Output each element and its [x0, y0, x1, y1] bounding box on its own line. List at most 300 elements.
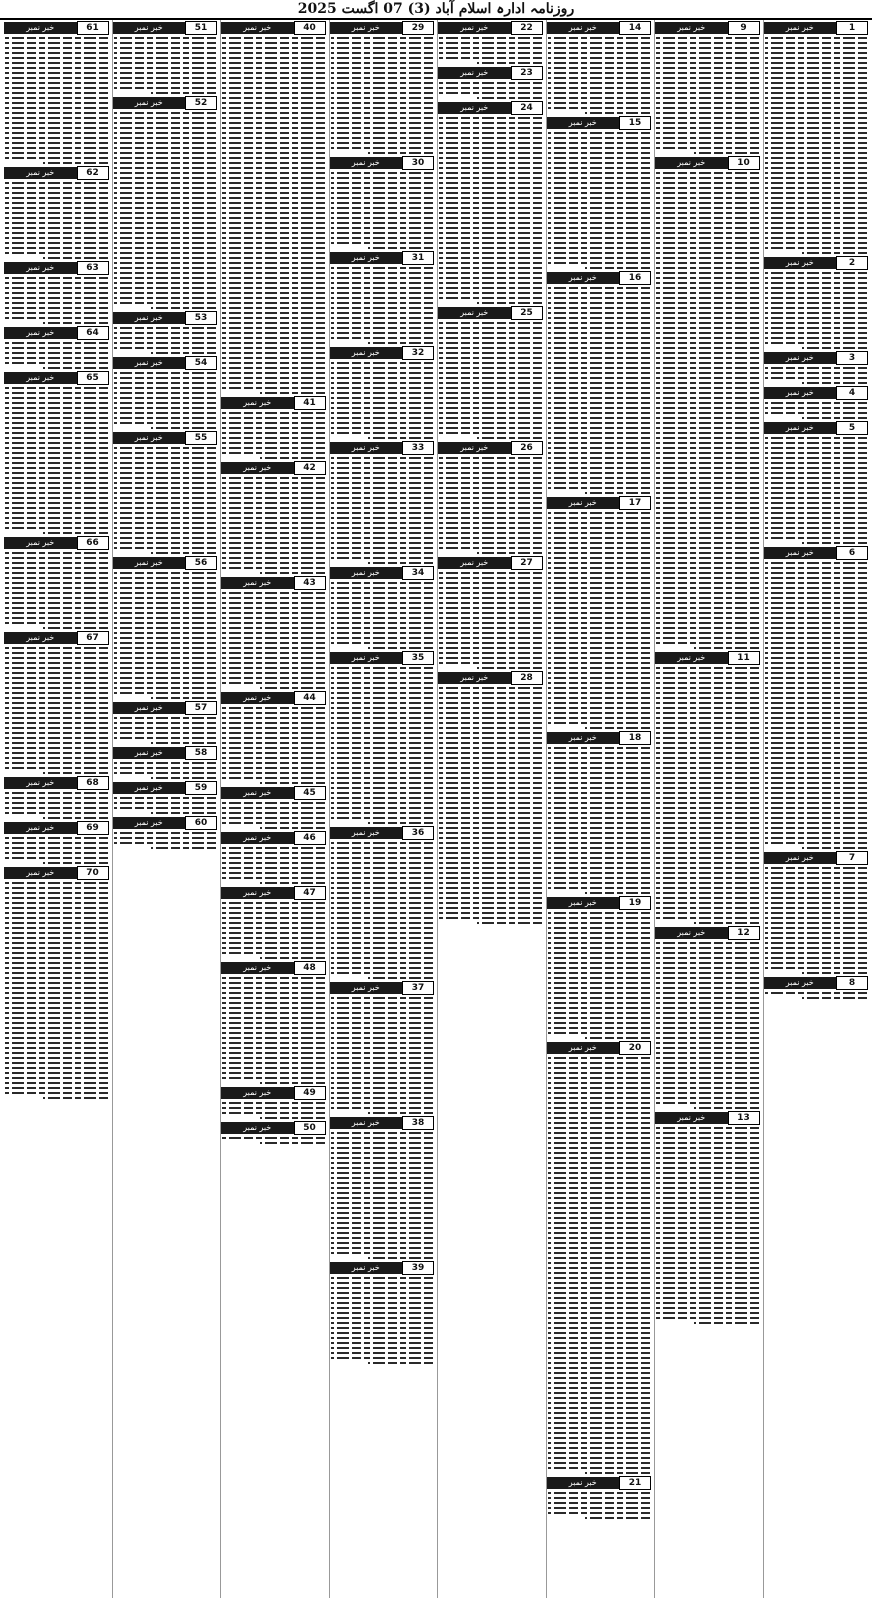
text-line [331, 432, 434, 434]
text-line [222, 512, 325, 514]
text-line [765, 507, 868, 509]
text-line [656, 127, 759, 129]
text-line [222, 862, 325, 864]
text-line [331, 1107, 434, 1109]
text-line [331, 297, 434, 299]
news-item-header [764, 352, 869, 364]
text-line [114, 392, 217, 394]
text-line [765, 912, 868, 914]
news-item-label: خبر نمبر [113, 97, 186, 109]
text-line [114, 212, 217, 214]
text-line [765, 597, 868, 599]
news-item-number: 42 [294, 461, 326, 475]
text-line [656, 337, 759, 339]
text-line [439, 192, 542, 194]
news-item-label: خبر نمبر [4, 632, 77, 644]
news-item [330, 1117, 435, 1259]
text-line [439, 747, 542, 749]
text-line [656, 287, 759, 289]
text-line [765, 782, 868, 784]
text-line [548, 517, 651, 519]
text-line [222, 382, 325, 384]
text-line [548, 547, 651, 549]
text-line [548, 1067, 651, 1069]
text-line [222, 947, 325, 949]
text-line [114, 247, 217, 249]
text-line [331, 1327, 434, 1329]
text-line [5, 72, 108, 74]
text-line [765, 187, 868, 189]
text-line [765, 537, 868, 539]
text-line [656, 787, 759, 789]
text-line [5, 107, 108, 109]
text-line [114, 132, 217, 134]
text-line [765, 772, 868, 774]
text-line [656, 1007, 759, 1009]
text-line [656, 707, 759, 709]
text-line [765, 452, 868, 454]
news-item-header [4, 22, 109, 34]
text-line [548, 1127, 651, 1129]
text-line [331, 142, 434, 144]
text-line [222, 267, 325, 269]
text-line [548, 747, 651, 749]
news-item-header [330, 982, 435, 994]
news-item-body [764, 437, 869, 544]
text-line [439, 242, 542, 244]
text-line [5, 662, 108, 664]
text-line [331, 1012, 434, 1014]
text-line [548, 1282, 651, 1284]
text-line [656, 457, 759, 459]
text-line [5, 287, 108, 289]
text-line [222, 317, 325, 319]
news-item-number: 68 [77, 776, 109, 790]
text-line [222, 567, 325, 569]
text-line [548, 1222, 651, 1224]
text-line [222, 57, 325, 59]
text-line [222, 922, 325, 924]
text-line [548, 512, 651, 514]
news-item-label: خبر نمبر [764, 547, 837, 559]
news-item [4, 372, 109, 534]
news-item-body [221, 37, 326, 394]
text-line [5, 77, 108, 79]
text-line [548, 1082, 651, 1084]
text-line [656, 807, 759, 809]
text-line [548, 52, 651, 54]
text-line [114, 737, 217, 739]
text-line [656, 1197, 759, 1199]
text-line [5, 947, 108, 949]
news-item-header [655, 157, 760, 169]
news-item-body [221, 1137, 326, 1144]
news-item-number: 37 [402, 981, 434, 995]
text-line [5, 102, 108, 104]
text-line [439, 232, 542, 234]
text-line [548, 1392, 651, 1394]
news-item-label: خبر نمبر [330, 442, 403, 454]
text-line [439, 207, 542, 209]
text-line [114, 82, 217, 84]
text-line [222, 492, 325, 494]
text-line [5, 1027, 108, 1029]
text-line [331, 932, 434, 934]
news-item-label: خبر نمبر [113, 557, 186, 569]
text-line [331, 587, 434, 589]
text-line [5, 142, 108, 144]
text-line [439, 887, 542, 889]
news-column [112, 20, 218, 1598]
text-line [5, 282, 108, 284]
text-line [656, 627, 759, 629]
text-line [439, 57, 542, 59]
text-line [656, 1292, 759, 1294]
news-item-header [113, 312, 218, 324]
text-line [548, 72, 651, 74]
news-item [547, 1042, 652, 1474]
text-line [222, 387, 325, 389]
news-item-number: 48 [294, 961, 326, 975]
text-line [114, 477, 217, 479]
news-item-label: خبر نمبر [330, 652, 403, 664]
text-line [331, 112, 434, 114]
text-line [439, 287, 542, 289]
text-line [222, 992, 325, 994]
text-line [548, 1062, 651, 1064]
news-item [764, 257, 869, 349]
text-line [439, 292, 542, 294]
text-line [5, 462, 108, 464]
text-line [656, 417, 759, 419]
text-line [5, 882, 108, 884]
text-line [222, 322, 325, 324]
text-line [439, 532, 542, 534]
text-line [331, 72, 434, 74]
text-line [765, 867, 868, 869]
text-line [5, 587, 108, 589]
text-line [656, 687, 759, 689]
text-line [765, 877, 868, 879]
text-line [439, 797, 542, 799]
text-line [222, 1067, 325, 1069]
text-line [548, 887, 651, 889]
text-line [222, 612, 325, 614]
text-line [548, 1497, 651, 1499]
text-line [5, 742, 108, 744]
text-line [114, 692, 217, 694]
news-item [655, 652, 760, 924]
text-line [114, 207, 217, 209]
text-line [656, 782, 759, 784]
news-item-number: 40 [294, 21, 326, 35]
news-item-label: خبر نمبر [438, 672, 511, 684]
text-line [5, 567, 108, 569]
text-line [548, 1072, 651, 1074]
text-line [656, 617, 759, 619]
text-line [765, 467, 868, 469]
text-line [331, 557, 434, 559]
text-line [656, 1092, 759, 1094]
text-line [765, 407, 868, 409]
text-line [548, 452, 651, 454]
text-line [368, 1257, 433, 1259]
text-line [548, 337, 651, 339]
text-line [439, 807, 542, 809]
text-line [548, 622, 651, 624]
text-line [439, 342, 542, 344]
text-line [656, 212, 759, 214]
text-line [439, 142, 542, 144]
text-line [585, 112, 650, 114]
text-line [222, 737, 325, 739]
text-line [114, 617, 217, 619]
text-line [114, 537, 217, 539]
text-line [114, 622, 217, 624]
news-item-header [547, 732, 652, 744]
text-line [114, 87, 217, 89]
text-line [222, 97, 325, 99]
text-line [548, 832, 651, 834]
text-line [548, 612, 651, 614]
text-line [765, 832, 868, 834]
text-line [114, 372, 217, 374]
text-line [656, 802, 759, 804]
text-line [5, 957, 108, 959]
text-line [548, 927, 651, 929]
text-line [656, 387, 759, 389]
text-line [765, 132, 868, 134]
text-line [439, 347, 542, 349]
text-line [331, 552, 434, 554]
text-line [656, 237, 759, 239]
text-line [656, 1062, 759, 1064]
text-line [548, 857, 651, 859]
text-line [222, 1102, 325, 1104]
text-line [548, 232, 651, 234]
text-line [439, 637, 542, 639]
text-line [656, 107, 759, 109]
text-line [114, 837, 217, 839]
text-line [331, 337, 434, 339]
text-line [765, 342, 868, 344]
text-line [222, 62, 325, 64]
news-item-header [655, 22, 760, 34]
text-line [656, 517, 759, 519]
news-item-body [113, 762, 218, 779]
text-line [331, 637, 434, 639]
text-line [765, 282, 868, 284]
text-line [5, 502, 108, 504]
text-line [765, 327, 868, 329]
text-line [656, 242, 759, 244]
text-line [439, 872, 542, 874]
text-line [331, 1337, 434, 1339]
text-line [439, 687, 542, 689]
text-line [5, 157, 108, 159]
news-item [113, 357, 218, 429]
text-line [114, 772, 217, 774]
text-line [331, 1342, 434, 1344]
text-line [656, 122, 759, 124]
news-item [330, 827, 435, 979]
text-line [548, 342, 651, 344]
text-line [548, 137, 651, 139]
text-line [43, 162, 108, 164]
text-line [656, 677, 759, 679]
text-line [439, 162, 542, 164]
news-item-number: 6 [836, 546, 868, 560]
text-line [656, 527, 759, 529]
text-line [114, 402, 217, 404]
text-line [548, 1297, 651, 1299]
news-item-label: خبر نمبر [4, 372, 77, 384]
text-line [656, 737, 759, 739]
text-line [439, 852, 542, 854]
news-item-label: خبر نمبر [330, 157, 403, 169]
text-line [114, 767, 217, 769]
text-line [331, 272, 434, 274]
text-line [548, 307, 651, 309]
text-line [548, 592, 651, 594]
text-line [114, 412, 217, 414]
text-line [222, 727, 325, 729]
text-line [765, 477, 868, 479]
text-line [331, 937, 434, 939]
text-line [585, 1472, 650, 1474]
text-line [331, 1037, 434, 1039]
text-line [114, 572, 217, 574]
text-line [222, 1072, 325, 1074]
text-line [114, 172, 217, 174]
text-line [548, 1427, 651, 1429]
text-line [331, 67, 434, 69]
text-line [548, 1462, 651, 1464]
news-item-body [4, 647, 109, 774]
text-line [331, 602, 434, 604]
text-line [656, 1257, 759, 1259]
text-line [5, 807, 108, 809]
text-line [765, 677, 868, 679]
text-line [331, 1347, 434, 1349]
news-item-label: خبر نمبر [113, 357, 186, 369]
text-line [765, 172, 868, 174]
text-line [548, 862, 651, 864]
text-line [331, 727, 434, 729]
text-line [114, 522, 217, 524]
text-line [548, 202, 651, 204]
text-line [765, 117, 868, 119]
text-line [331, 892, 434, 894]
news-item-header [221, 887, 326, 899]
text-line [439, 512, 542, 514]
news-item-label: خبر نمبر [221, 787, 294, 799]
news-item [764, 422, 869, 544]
text-line [114, 417, 217, 419]
text-line [439, 372, 542, 374]
text-line [114, 197, 217, 199]
text-line [114, 527, 217, 529]
text-line [439, 222, 542, 224]
text-line [331, 497, 434, 499]
text-line [439, 762, 542, 764]
text-line [765, 137, 868, 139]
text-line [656, 467, 759, 469]
news-column [654, 20, 760, 1598]
text-line [222, 1107, 325, 1109]
news-item-header [113, 432, 218, 444]
text-line [656, 1057, 759, 1059]
text-line [548, 437, 651, 439]
news-item-number: 69 [77, 821, 109, 835]
text-line [331, 362, 434, 364]
text-line [585, 727, 650, 729]
news-item-body [113, 797, 218, 814]
text-line [548, 922, 651, 924]
text-line [765, 522, 868, 524]
text-line [5, 47, 108, 49]
text-line [331, 842, 434, 844]
text-line [331, 232, 434, 234]
text-line [765, 317, 868, 319]
text-line [765, 577, 868, 579]
text-line [439, 827, 542, 829]
news-item-number: 25 [511, 306, 543, 320]
text-line [439, 177, 542, 179]
text-line [331, 1222, 434, 1224]
text-line [656, 1242, 759, 1244]
text-line [548, 752, 651, 754]
text-line [656, 587, 759, 589]
text-line [656, 177, 759, 179]
text-line [5, 852, 108, 854]
text-line [222, 997, 325, 999]
text-line [765, 707, 868, 709]
text-line [439, 42, 542, 44]
news-item [330, 157, 435, 249]
text-line [656, 437, 759, 439]
text-line [656, 1077, 759, 1079]
text-line [331, 807, 434, 809]
news-item-label: خبر نمبر [221, 397, 294, 409]
text-line [222, 522, 325, 524]
text-line [331, 47, 434, 49]
text-line [548, 442, 651, 444]
text-line [222, 192, 325, 194]
text-line [222, 632, 325, 634]
text-line [114, 517, 217, 519]
text-line [5, 792, 108, 794]
text-line [5, 1017, 108, 1019]
text-line [548, 57, 651, 59]
text-line [114, 652, 217, 654]
text-line [222, 807, 325, 809]
news-item-label: خبر نمبر [764, 352, 837, 364]
text-line [331, 762, 434, 764]
text-line [765, 182, 868, 184]
text-line [802, 542, 867, 544]
text-line [331, 777, 434, 779]
news-item-header [221, 397, 326, 409]
text-line [439, 542, 542, 544]
news-item-label: خبر نمبر [221, 887, 294, 899]
text-line [656, 1267, 759, 1269]
text-line [114, 397, 217, 399]
text-line [656, 777, 759, 779]
text-line [43, 367, 108, 369]
text-line [114, 387, 217, 389]
text-line [656, 312, 759, 314]
